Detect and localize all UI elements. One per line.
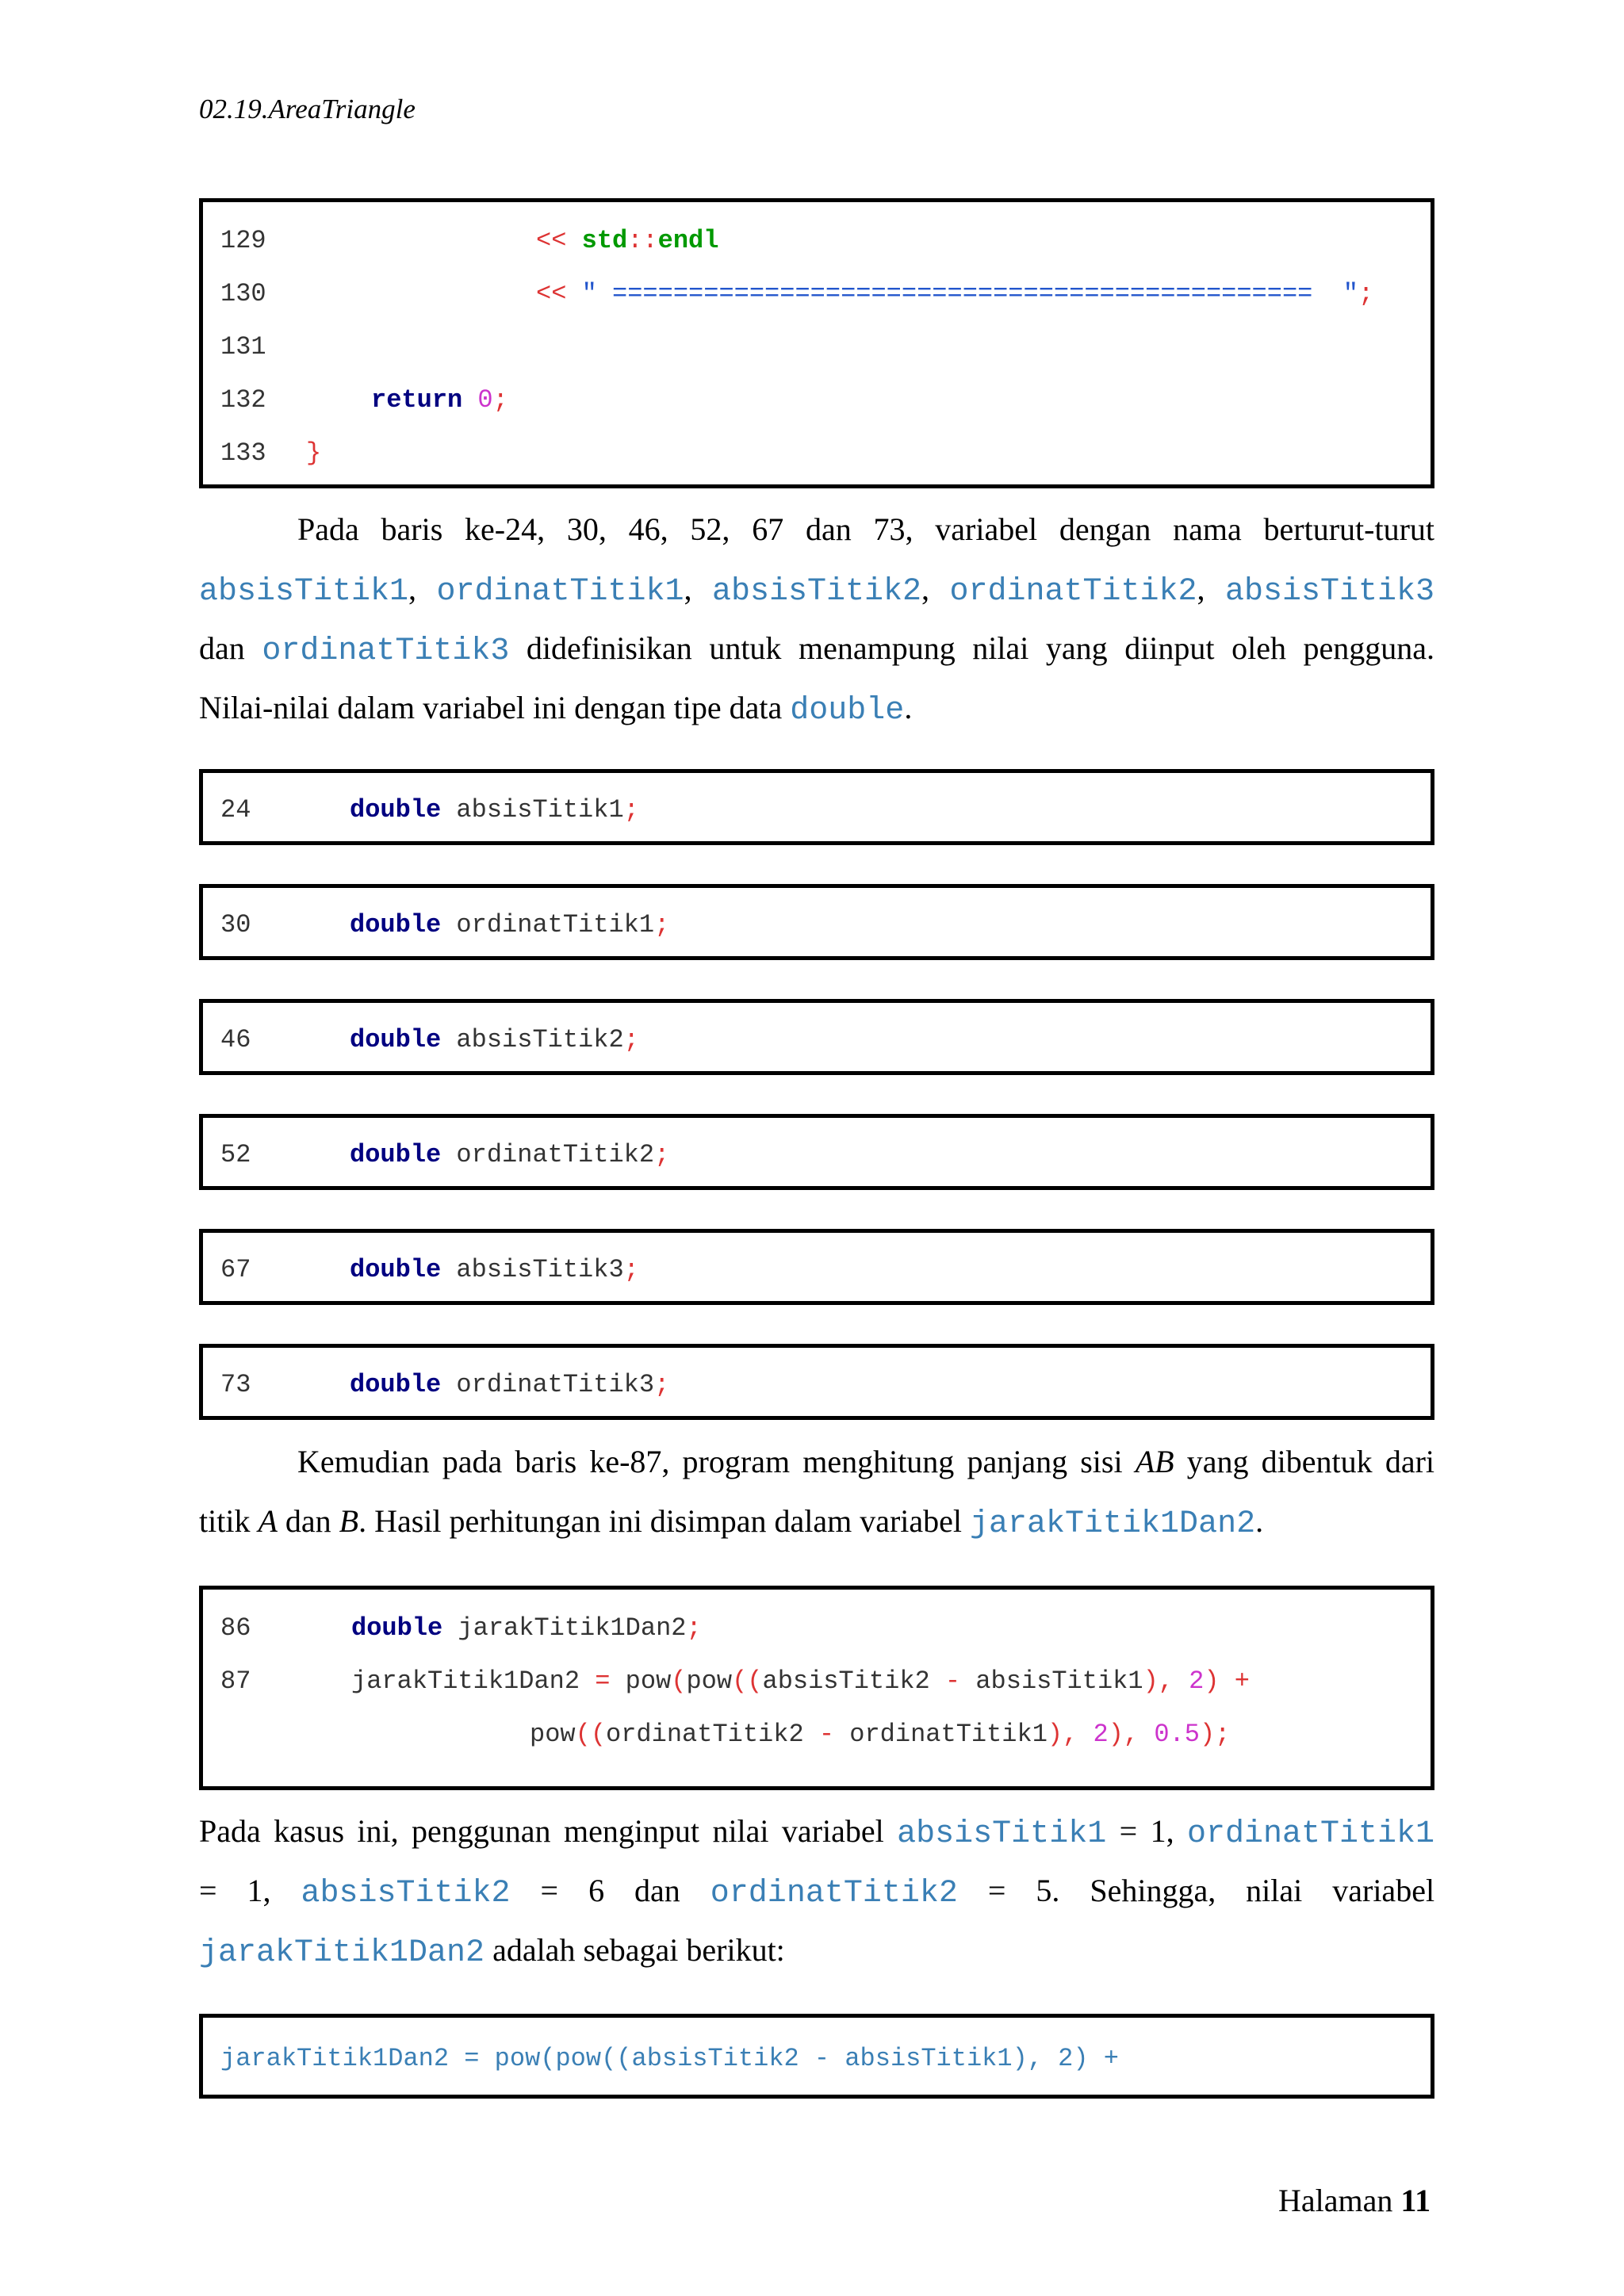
code-line: pow((ordinatTitik2 - ordinatTitik1), 2), 0.5); bbox=[530, 1720, 1231, 1749]
code-line: jarakTitik1Dan2 = pow(pow((absisTitik2 - absisTitik1), 2) + bbox=[351, 1667, 1250, 1696]
code-line: jarakTitik1Dan2 = pow(pow((absisTitik2 - absisTitik1), 2) + bbox=[220, 2044, 1119, 2073]
line-number: 131 bbox=[220, 332, 266, 362]
code-block-decl-24 bbox=[199, 769, 1434, 845]
page-header: 02.19.AreaTriangle bbox=[199, 94, 416, 124]
code-block-distance bbox=[199, 1586, 1434, 1790]
paragraph-input-values: Pada kasus ini, penggunan menginput nilai variabel absisTitik1 = 1, ordinatTitik1 = 1, absisTitik2 = 6 dan ordinatTitik2 = 5. Sehingga, nilai variabel jarakTitik1Dan2 adalah sebagai berikut: bbox=[199, 1813, 1435, 1971]
code-block-decl-30 bbox=[199, 884, 1434, 960]
paragraph-distance-ab: Kemudian pada baris ke-87, program menghitung panjang sisi AB yang dibentuk dari titik A dan B. Hasil perhitungan ini disimpan dalam variabel jarakTitik1Dan2. bbox=[199, 1444, 1435, 1542]
line-number: 46 bbox=[220, 1025, 251, 1054]
code-line: << std::endl bbox=[536, 226, 719, 255]
line-number: 24 bbox=[220, 795, 251, 825]
line-number: 30 bbox=[220, 910, 251, 939]
code-line: double absisTitik2; bbox=[350, 1025, 639, 1054]
line-number: 86 bbox=[220, 1613, 251, 1643]
code-block-decl-73 bbox=[199, 1344, 1434, 1420]
code-line: return 0; bbox=[371, 385, 508, 415]
line-number: 132 bbox=[220, 385, 266, 415]
paragraph-variable-definitions: Pada baris ke-24, 30, 46, 52, 67 dan 73, variabel dengan nama berturut-turut absisTitik1, ordinatTitik1, absisTitik2, ordinatTitik2, absisTitik3 dan ordinatTitik3 didefinisikan untuk menampung nilai yang diinput oleh pengguna. Nilai-nilai dalam variabel ini dengan tipe data double. bbox=[199, 511, 1435, 729]
line-number: 87 bbox=[220, 1667, 251, 1696]
code-line: double absisTitik3; bbox=[350, 1255, 639, 1284]
line-number: 67 bbox=[220, 1255, 251, 1284]
code-line: double absisTitik1; bbox=[350, 795, 639, 825]
code-line: double ordinatTitik3; bbox=[350, 1370, 670, 1399]
code-block-decl-52 bbox=[199, 1114, 1434, 1190]
code-line: double ordinatTitik2; bbox=[350, 1140, 670, 1169]
line-number: 52 bbox=[220, 1140, 251, 1169]
page-footer: Halaman 11 bbox=[1278, 2183, 1431, 2218]
code-block-formula bbox=[199, 2014, 1434, 2099]
code-line: << " ============================================== "; bbox=[536, 279, 1374, 308]
code-line: } bbox=[306, 438, 322, 468]
code-block-decl-67 bbox=[199, 1229, 1434, 1305]
line-number: 129 bbox=[220, 226, 266, 255]
code-line: double ordinatTitik1; bbox=[350, 910, 670, 939]
code-block-return bbox=[199, 198, 1434, 488]
code-block-decl-46 bbox=[199, 999, 1434, 1075]
line-number: 133 bbox=[220, 438, 266, 468]
code-line: double jarakTitik1Dan2; bbox=[351, 1613, 702, 1643]
line-number: 73 bbox=[220, 1370, 251, 1399]
line-number: 130 bbox=[220, 279, 266, 308]
